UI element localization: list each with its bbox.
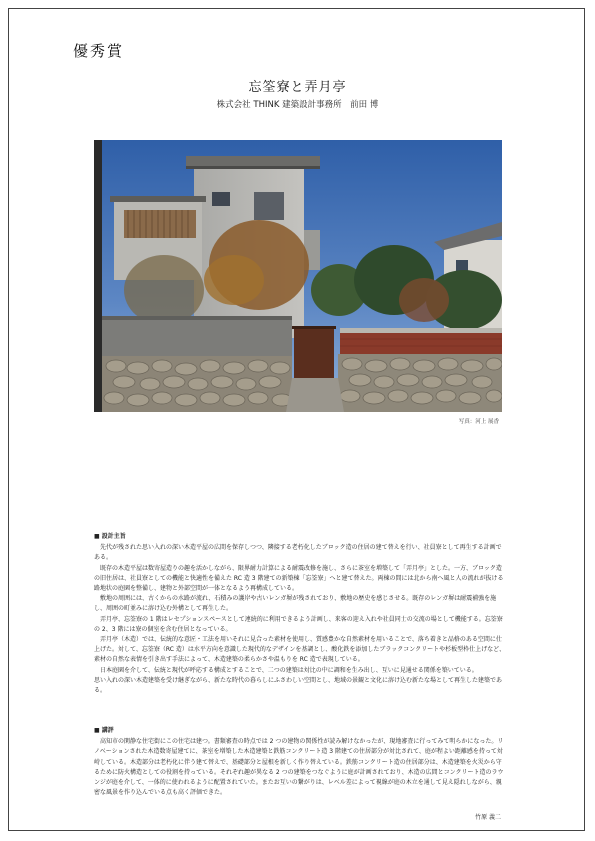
review-section: [94, 726, 506, 798]
design-intent-paragraph: 敷地の周囲には、古くからの水路が流れ、石積みの護岸や古いレンガ塀が残されており、敷地の歴史を感じさせる。既存のレンガ塀は耐震補強を施し、周囲の町並みに溶け込む外構として再生した。: [94, 595, 497, 613]
project-title: 忘筌寮と弄月亭: [248, 80, 347, 95]
design-intent-paragraph: 先代が残された思い入れの深い木造平屋の広間を保存しつつ、隣接する老朽化したブロック造の住居の建て替えを行い、社員寮として再生する計画である。: [94, 544, 502, 562]
design-intent-paragraph: 日本庭園を介して、伝統と現代が呼応する構成とすることで、二つの建築は対比の中に調和を生み出し、互いに見通せる関係を築いている。: [100, 666, 478, 674]
building-photo: [94, 140, 502, 412]
design-intent-paragraph: 既存の木造平屋は数寄屋造りの趣を活かしながら、限界耐力計算による耐震改修を施し、さらに茶室を増築して「弄月亭」とした。一方、ブロック造の旧住居は、社員寮としての機能と快適性を備えた RC 造 3 階建ての新築棟「忘筌寮」へと建て替えた。両棟の間には北から南へ風と人の流れが抜ける路地状の庭園を整備し、建物と外部空間が一体となるよう再構成している。: [94, 564, 504, 593]
design-intent-section: [94, 532, 506, 696]
design-intent-heading: ■ 設計主旨: [94, 533, 126, 540]
review-heading: ■ 講評: [94, 727, 114, 734]
author-line: 株式会社 THINK 建築設計事務所 前田 博: [216, 100, 379, 110]
design-intent-paragraph: 弄月亭、忘筌寮の 1 階はレセプションスペースとして連続的に利用できるよう計画し、来客の迎え入れや社員同士の交流の場として機能する。忘筌寮の 2、3 階には寮の個室を含む住居となっている。: [94, 615, 503, 633]
photo-credit: 写真：河上 展香: [458, 419, 499, 425]
review-paragraph: 高知市の閑静な住宅街にこの住宅は建つ。書類審査の時点では 2 つの建物の関係性が読み解けなかったが、現地審査に行ってみて明らかになった。リノベーションされた木造数寄屋建てに、茶室を増築した木造建築と鉄筋コンクリート造 3 階建ての住居部分が対比されて、庭が程よい距離感を持って対峙している。木造部分は老朽化に伴う建て替えで、基礎部分と屋根を新しく作り替えている。鉄筋コンクリート造の住居部分は、木造建築を火災から守るために防火構造としての役割を持っている。それぞれ趣が異なる 2 つの建築をつなぐように庭が計画されており、木造の広間とコンクリート造のラウンジが庭を介して、一体的に使われるように配置されていた。またお互いの繋がりは、レベル差によって視線が庭の木立を通して見え隠れしながら、親密な風景を作り込んでいる点も高く評価できた。: [94, 738, 504, 797]
design-intent-paragraph: 弄月亭（木造）では、伝統的な意匠・工法を用いそれに見合った素材を使用し、質感豊かな自然素材を用いることで、落ち着きと品格のある空間に仕上げた。対して、忘筌寮（RC 造）は水平方向を意識した現代的なデザインを基調とし、酸化鉄を添加したブラックコンクリートや杉板型枠仕上げなど、素材の自然な表情を引き出す手法によって、木造建築の柔らかさや温もりを RC 造で表現している。: [94, 636, 506, 664]
design-intent-paragraph: 思い入れの深い木造建築を受け継ぎながら、新たな時代の暮らしにふさわしい空間とし、地域の景観と文化に溶け込む新たな場として再生した建築である。: [94, 676, 503, 695]
reviewer-name: 竹原 義二: [475, 814, 501, 821]
award-label: 優秀賞: [73, 42, 125, 60]
